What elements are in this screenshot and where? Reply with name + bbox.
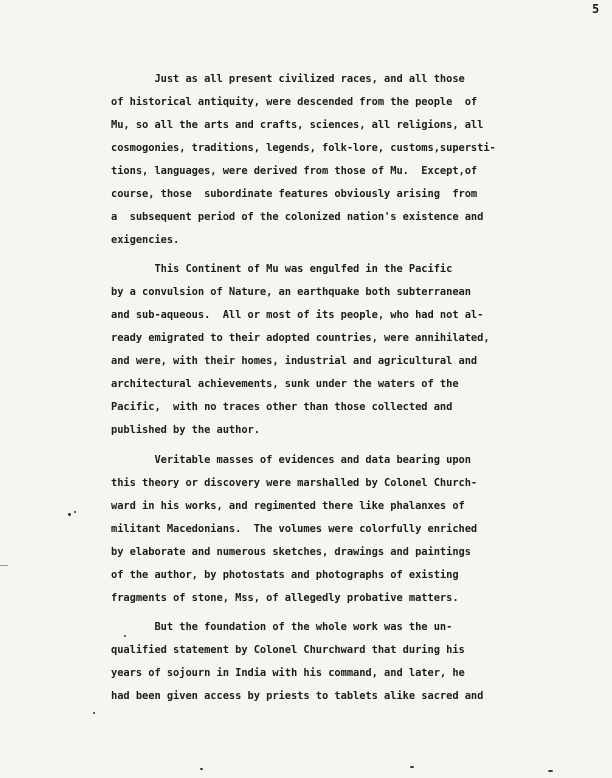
text-line: ward in his works, and regimented there like phalanxes of — [111, 500, 465, 512]
text-line: of historical antiquity, were descended from the people of — [111, 96, 478, 108]
text-line: tions, languages, were derived from those of Mu. Except,of — [111, 165, 478, 177]
text-line: But the foundation of the whole work was the un- — [111, 621, 453, 633]
text-line: and were, with their homes, industrial and agricultural and — [111, 355, 478, 367]
page-number: 5 — [592, 2, 600, 16]
text-line: architectural achievements, sunk under the waters of the — [111, 378, 459, 390]
text-line: qualified statement by Colonel Churchward that during his — [111, 644, 465, 656]
text-line: had been given access by priests to tablets alike sacred and — [111, 690, 484, 702]
text-line: this theory or discovery were marshalled by Colonel Church- — [111, 477, 478, 489]
text-line: exigencies. — [111, 234, 180, 246]
scan-speck — [93, 712, 95, 714]
scan-speck — [68, 513, 71, 516]
text-line: by elaborate and numerous sketches, drawings and paintings — [111, 546, 471, 558]
text-line: ready emigrated to their adopted countries, were annihilated, — [111, 332, 490, 344]
scan-speck — [200, 768, 203, 770]
text-line: by a convulsion of Nature, an earthquake both subterranean — [111, 286, 471, 298]
scan-speck — [410, 766, 414, 768]
scan-speck — [548, 770, 553, 772]
text-line: Pacific, with no traces other than those collected and — [111, 401, 453, 413]
text-line: years of sojourn in India with his command, and later, he — [111, 667, 465, 679]
text-line: Veritable masses of evidences and data bearing upon — [111, 454, 471, 466]
text-line: Mu, so all the arts and crafts, sciences, all religions, all — [111, 119, 484, 131]
text-line: cosmogonies, traditions, legends, folk-lore, customs,supersti- — [111, 142, 496, 154]
text-line: Just as all present civilized races, and all those — [111, 73, 465, 85]
text-line: militant Macedonians. The volumes were colorfully enriched — [111, 523, 478, 535]
text-line: This Continent of Mu was engulfed in the Pacific — [111, 263, 453, 275]
scan-margin-mark — [0, 565, 8, 566]
scan-speck — [124, 635, 126, 637]
text-line: course, those subordinate features obviously arising from — [111, 188, 478, 200]
text-line: of the author, by photostats and photographs of existing — [111, 569, 459, 581]
text-line: and sub-aqueous. All or most of its people, who had not al- — [111, 309, 484, 321]
scan-speck — [74, 511, 76, 513]
text-line: published by the author. — [111, 424, 260, 436]
text-line: a subsequent period of the colonized nation's existence and — [111, 211, 484, 223]
text-line: fragments of stone, Mss, of allegedly probative matters. — [111, 592, 459, 604]
